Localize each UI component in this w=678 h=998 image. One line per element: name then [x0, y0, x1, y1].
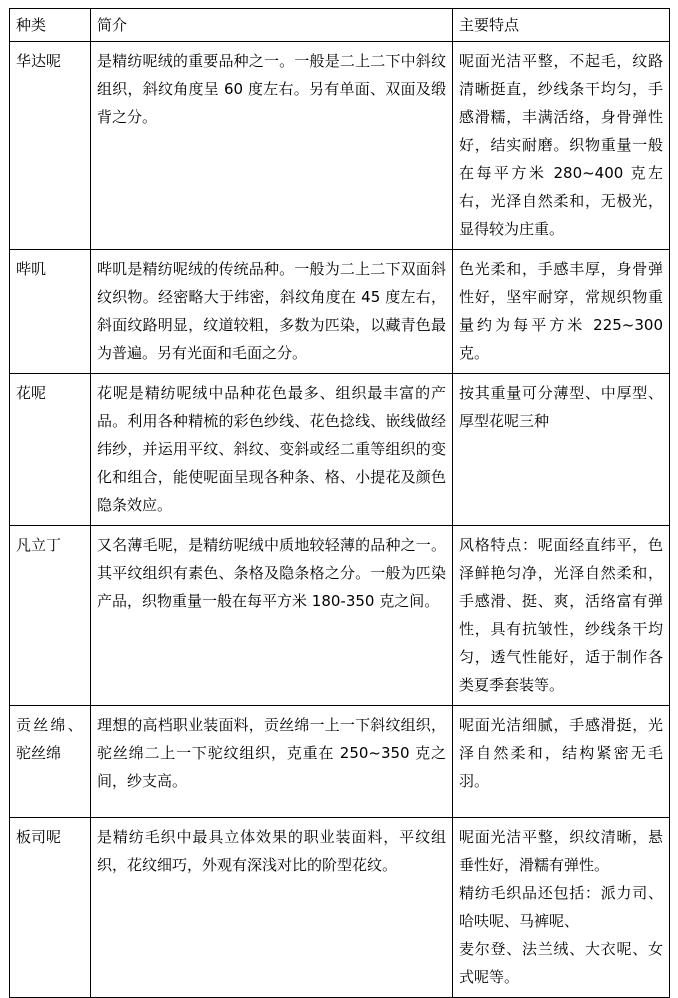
- cell-features-fanliding: 风格特点：呢面经直纬平，色泽鲜艳匀净，光泽自然柔和，手感滑、挺、爽，活络富有弹性，具有抗皱性，纱线条干均匀，透气性能好，适于制作各类夏季套装等。: [453, 526, 670, 706]
- table-header-row: [10, 9, 670, 42]
- fabric-types-table: [9, 8, 670, 998]
- table-row: [10, 706, 670, 818]
- column-header-kind: 种类: [10, 9, 91, 42]
- cell-intro-gongsimian: 理想的高档职业装面料，贡丝绵一上一下斜纹组织，驼丝绵二上一下驼纹组织，克重在 250~350 克之间，纱支高。: [91, 706, 453, 818]
- table-row: [10, 250, 670, 374]
- features-paragraph-1: 呢面光洁平整，织纹清晰，悬垂性好，滑糯有弹性。: [459, 828, 663, 874]
- cell-kind-huadani: 华达呢: [10, 42, 91, 250]
- cell-features-huadani: 呢面光洁平整，不起毛，纹路清晰挺直，纱线条干均匀，手感滑糯，丰满活络，身骨弹性好，结实耐磨。织物重量一般在每平方米 280~400 克左右，光泽自然柔和，无极光，显得较为庄重。: [453, 42, 670, 250]
- features-paragraph-2: 精纺毛织品还包括：派力司、哈呋呢、马裤呢、: [459, 884, 663, 930]
- cell-features-bansini: [453, 818, 670, 998]
- table-row: [10, 818, 670, 998]
- cell-intro-fanliding: 又名薄毛呢，是精纺呢绒中质地较轻薄的品种之一。其平纹组织有素色、条格及隐条格之分。一般为匹染产品，织物重量一般在每平方米 180-350 克之间。: [91, 526, 453, 706]
- cell-intro-huani: 花呢是精纺呢绒中品种花色最多、组织最丰富的产品。利用各种精梳的彩色纱线、花色捻线、嵌线做经纬纱，并运用平纹、斜纹、变斜或经二重等组织的变化和组合，能使呢面呈现各种条、格、小提花及颜色隐条效应。: [91, 374, 453, 526]
- table-row: [10, 526, 670, 706]
- kind-line-2: 驼丝绵: [16, 744, 62, 762]
- cell-intro-bansini: 是精纺毛织中最具立体效果的职业装面料，平纹组织，花纹细巧，外观有深浅对比的阶型花纹。: [91, 818, 453, 998]
- table-row: [10, 374, 670, 526]
- cell-features-gongsimian: 呢面光洁细腻，手感滑挺，光泽自然柔和，结构紧密无毛羽。: [453, 706, 670, 818]
- cell-features-huani: 按其重量可分薄型、中厚型、厚型花呢三种: [453, 374, 670, 526]
- cell-kind-fanliding: 凡立丁: [10, 526, 91, 706]
- cell-kind-huani: 花呢: [10, 374, 91, 526]
- features-paragraph-3: 麦尔登、法兰绒、大衣呢、女式呢等。: [459, 940, 663, 986]
- cell-kind-gongsimian: [10, 706, 91, 818]
- table-row: [10, 42, 670, 250]
- column-header-features: 主要特点: [453, 9, 670, 42]
- cell-kind-bansini: 板司呢: [10, 818, 91, 998]
- column-header-intro: 简介: [91, 9, 453, 42]
- cell-intro-huadani: 是精纺呢绒的重要品种之一。一般是二上二下中斜纹组织，斜纹角度呈 60 度左右。另有单面、双面及缎背之分。: [91, 42, 453, 250]
- cell-intro-biji: 哔叽是精纺呢绒的传统品种。一般为二上二下双面斜纹织物。经密略大于纬密，斜纹角度在 45 度左右，斜面纹路明显，纹道较粗，多数为匹染，以藏青色最为普遍。另有光面和毛面之分。: [91, 250, 453, 374]
- kind-line-1: 贡丝绵、: [16, 716, 85, 734]
- cell-kind-biji: 哔叽: [10, 250, 91, 374]
- cell-features-biji: 色光柔和，手感丰厚，身骨弹性好，坚牢耐穿，常规织物重量约为每平方米 225~300 克。: [453, 250, 670, 374]
